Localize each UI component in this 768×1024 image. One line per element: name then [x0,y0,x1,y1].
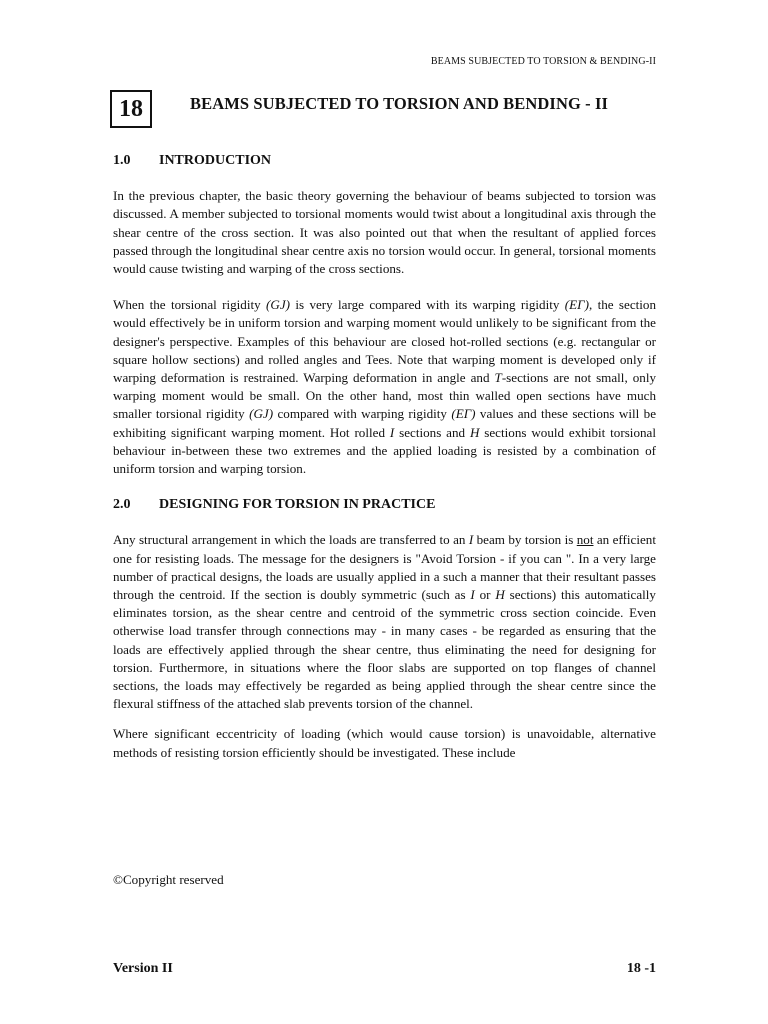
chapter-number-box: 18 [110,90,152,128]
design-paragraph-2: Where significant eccentricity of loading (which would cause torsion) is unavoidable, alternative methods of resisting torsion efficiently should be investigated. These include [113,726,656,760]
section-heading-designing [113,496,656,514]
design-paragraph-1: Any structural arrangement in which the loads are transferred to an I beam by torsion is not an efficient one for resisting loads. The message for the designers is "Avoid Torsion - if you can ". In a very large number of practical designs, the loads are usually applied in a such a manner that their resultant passes through the centroid. If the section is doubly symmetric (such as I or H sections) this automatically eliminates torsion, as the shear centre and centroid of the symmetric cross section coincide. Even otherwise load transfer through connections may - in many cases - be regarded as ensuring that the loads are effectively applied through the shear centre, thus eliminating the need for designing for torsion. Furthermore, in situations where the floor slabs are supported on top flanges of channel sections, the loads may effectively be regarded as being applied through the shear centre since the flexural stiffness of the attached slab prevents torsion of the channel. [113,532,656,712]
footer-page-number: 18 -1 [626,961,656,976]
running-header: BEAMS SUBJECTED TO TORSION & BENDING-II [430,56,656,67]
section-heading-introduction [113,152,656,170]
section-title: DESIGNING FOR TORSION IN PRACTICE [159,497,436,513]
section-number: 1.0 [113,153,131,168]
body-content [113,152,656,780]
footer-version: Version II [113,961,173,976]
copyright-footnote: ©Copyright reserved [113,872,224,887]
intro-paragraph-2: When the torsional rigidity (GJ) is very large compared with its warping rigidity (EΓ), the section would effectively be in uniform torsion and warping moment would unlikely to be significant from the designer's perspective. Examples of this behaviour are closed hot-rolled sections (e.g. rectangular or square hollow sections) and rolled angles and Tees. Note that warping moment is developed only if warping deformation is restrained. Warping deformation in angle and T-sections are not small, only warping moment would be small. On the other hand, most thin walled open sections have much smaller torsional rigidity (GJ) compared with warping rigidity (EΓ) values and these sections will be exhibiting significant warping moment. Hot rolled I sections and H sections would exhibit torsional behaviour in-between these two extremes and the applied loading is resisted by a combination of uniform torsion and warping torsion. [113,297,657,477]
section-title: INTRODUCTION [159,153,272,168]
section-number: 2.0 [113,497,131,513]
intro-paragraph-1: In the previous chapter, the basic theory governing the behaviour of beams subjected to torsion was discussed. A member subjected to torsional moments would twist about a longitudinal axis through the shear centre of the cross section. It was also pointed out that when the resultant of applied forces passed through the longitudinal shear centre axis no torsion would occur. In general, torsional moments would cause twisting and warping of the cross sections. [113,188,656,277]
chapter-title: BEAMS SUBJECTED TO TORSION AND BENDING - II [190,94,608,113]
